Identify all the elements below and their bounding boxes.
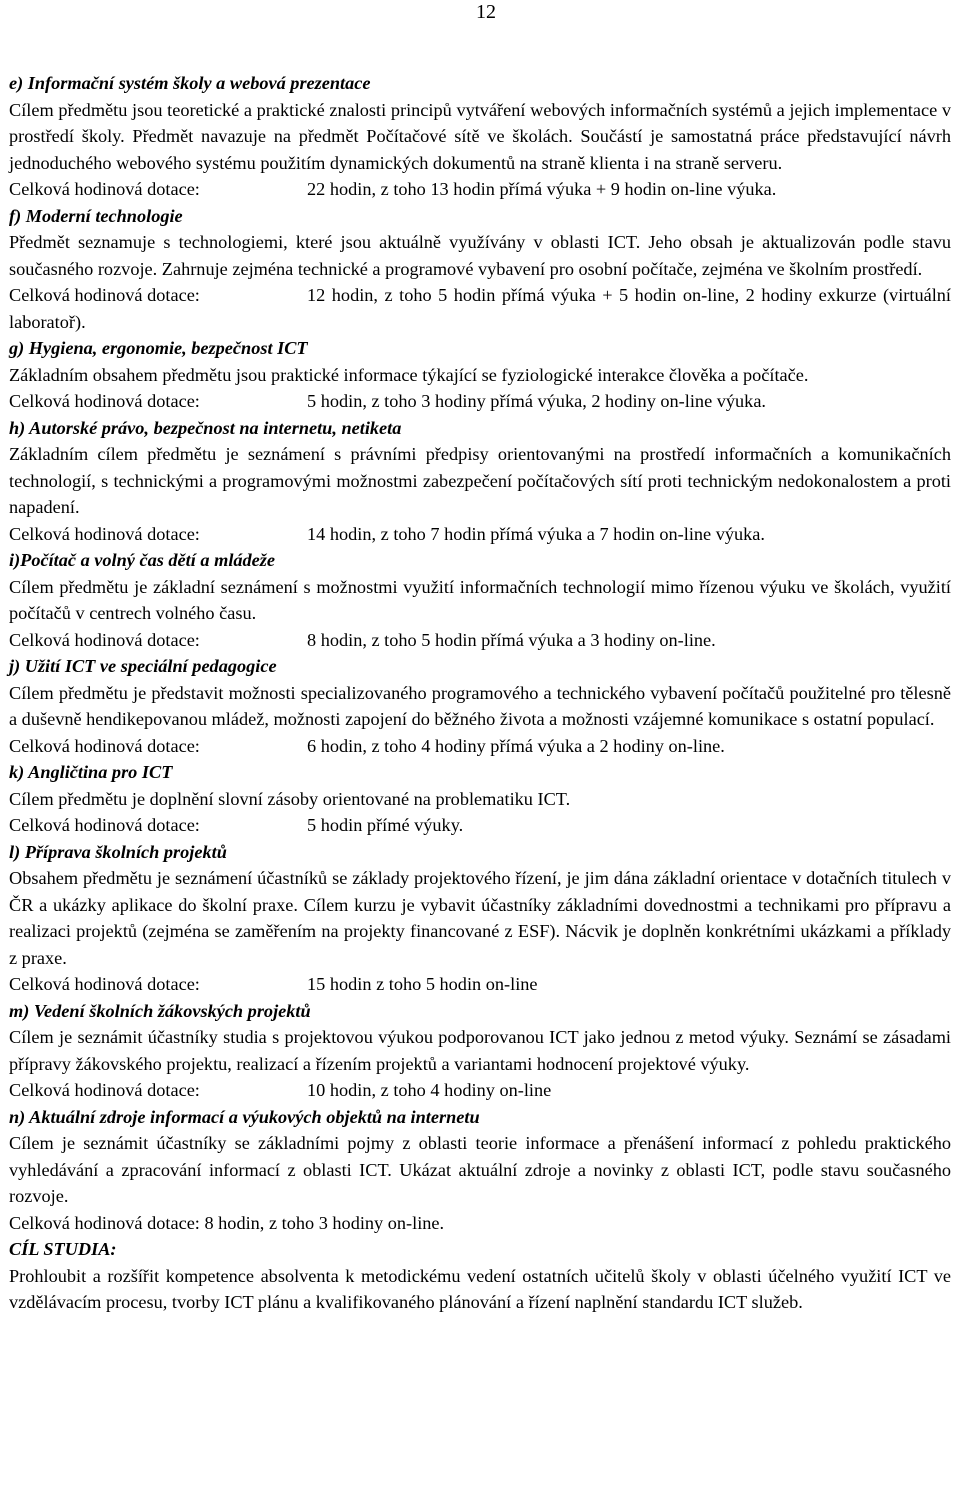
- section-heading: n) Aktuální zdroje informací a výukových objektů na internetu: [9, 1106, 480, 1127]
- section-body: Cílem je seznámit účastníky studia s projektovou výukou podporovanou ICT jako jednou z metod výuky. Seznámí se zásadami přípravy žákovského projektu, realizací a řízením projektů a variantami hodnocení projektové výuky.: [9, 1027, 951, 1074]
- hours-line: [9, 282, 951, 335]
- section-l: [9, 839, 951, 998]
- hours-label: Celková hodinová dotace:: [9, 523, 200, 544]
- section-f: [9, 203, 951, 336]
- section-heading: h) Autorské právo, bezpečnost na internetu, netiketa: [9, 417, 402, 438]
- hours-line: [9, 733, 951, 760]
- hours-label: Celková hodinová dotace:: [9, 1080, 200, 1100]
- hours-label: Celková hodinová dotace:: [9, 285, 200, 305]
- goal-heading: CÍL STUDIA:: [9, 1239, 117, 1259]
- hours-label: Celková hodinová dotace:: [9, 735, 200, 756]
- section-heading: f) Moderní technologie: [9, 205, 183, 226]
- section-body: Obsahem předmětu je seznámení účastníků se základy projektového řízení, je jim dána základní orientace v dotačních titulech v ČR a ukázky aplikace do školní praxe. Cílem kurzu je vybavit účastníky základními dovednostmi a technikami pro přípravu a realizaci projektů (zejména se zaměřením na projekty financované z ESF). Nácvik je doplněn konkrétními ukázkami a příklady z praxe.: [9, 868, 951, 968]
- section-body: Cílem předmětu je představit možnosti specializovaného programového a technického vybavení počítačů použitelné pro tělesně a duševně hendikepovanou mládež, možnosti zapojení do běžného života a možnosti vzájemné komunikace s ostatní populací.: [9, 682, 951, 729]
- hours-value: 5 hodin, z toho 3 hodiny přímá výuka, 2 hodiny on-line výuka.: [307, 391, 767, 411]
- hours-value: 10 hodin, z toho 4 hodiny on-line: [307, 1080, 552, 1100]
- section-body: Základním cílem předmětu je seznámení s právními předpisy orientovanými na prostředí informačních a komunikačních technologií, s technickými a programovými možnostmi zabezpečení počítačových sítí proti technickým nedokonalostem a proti napadení.: [9, 444, 951, 517]
- hours-value: 8 hodin, z toho 5 hodin přímá výuka a 3 hodiny on-line.: [307, 629, 716, 650]
- section-body: Cílem předmětu jsou teoretické a praktické znalosti principů vytváření webových informačních systémů a jejich implementace v prostředí školy. Předmět navazuje na předmět Počítačové sítě ve školách. Součástí je samostatná práce představující návrh jednoduchého webového systému použitím dynamických dokumentů na straně klienta i na straně serveru.: [9, 99, 951, 173]
- hours-line: Celková hodinová dotace: 8 hodin, z toho 3 hodiny on-line.: [9, 1212, 445, 1233]
- section-heading: i)Počítač a volný čas dětí a mládeže: [9, 550, 276, 570]
- section-g: [9, 335, 951, 415]
- goal-body: Prohloubit a rozšířit kompetence absolventa k metodickému vedení ostatních učitelů školy v oblasti účelného využití ICT ve vzdělávacím procesu, tvorby ICT plánu a kvalifikovaného plánování a řízení naplnění standardu ICT služeb.: [9, 1265, 951, 1312]
- section-heading: l) Příprava školních projektů: [9, 841, 227, 862]
- hours-label: Celková hodinová dotace:: [9, 815, 200, 835]
- hours-label: Celková hodinová dotace:: [9, 391, 200, 411]
- section-body: Cílem je seznámit účastníky se základními pojmy z oblasti teorie informace a přenášení informací z pohledu praktického vyhledávání a zpracování informací z oblasti ICT. Ukázat aktuální zdroje a novinky z oblasti ICT, podle stavu současného rozvoje.: [9, 1133, 951, 1206]
- hours-line: [9, 1077, 951, 1104]
- section-heading: j) Užití ICT ve speciální pedagogice: [9, 656, 277, 676]
- hours-value: 14 hodin, z toho 7 hodin přímá výuka a 7 hodin on-line výuka.: [307, 523, 765, 544]
- hours-value: 15 hodin z toho 5 hodin on-line: [307, 974, 538, 994]
- hours-line: [9, 812, 951, 839]
- section-heading: m) Vedení školních žákovských projektů: [9, 1000, 311, 1021]
- section-body: Cílem předmětu je doplnění slovní zásoby orientované na problematiku ICT.: [9, 788, 571, 809]
- hours-line: [9, 388, 951, 415]
- hours-line: [9, 176, 951, 203]
- section-i: [9, 547, 951, 653]
- section-m: [9, 998, 951, 1104]
- document-body: [9, 70, 951, 1316]
- section-h: [9, 415, 951, 548]
- section-body: Cílem předmětu je základní seznámení s možnostmi využití informačních technologií mimo řízenou výuku ve školách, využití počítačů v centrech volného času.: [9, 576, 951, 623]
- hours-line: [9, 627, 951, 654]
- hours-value: 22 hodin, z toho 13 hodin přímá výuka + 9 hodin on-line výuka.: [307, 179, 777, 199]
- section-k: [9, 759, 951, 839]
- hours-value: 5 hodin přímé výuky.: [307, 815, 464, 835]
- section-j: [9, 653, 951, 759]
- section-body: Základním obsahem předmětu jsou praktické informace týkající se fyziologické interakce člověka a počítače.: [9, 364, 809, 385]
- section-body: Předmět seznamuje s technologiemi, které jsou aktuálně využívány v oblasti ICT. Jeho obsah je aktualizován podle stavu současného rozvoje. Zahrnuje zejména technické a programové vybavení pro osobní počítače, zejména ve školním prostředí.: [9, 232, 951, 279]
- section-e: [9, 70, 951, 203]
- section-heading: k) Angličtina pro ICT: [9, 762, 173, 782]
- hours-label: Celková hodinová dotace:: [9, 974, 200, 994]
- section-heading: e) Informační systém školy a webová prezentace: [9, 73, 371, 93]
- study-goal: [9, 1236, 951, 1316]
- hours-line: [9, 971, 951, 998]
- hours-value: 6 hodin, z toho 4 hodiny přímá výuka a 2 hodiny on-line.: [307, 735, 725, 756]
- section-n: [9, 1104, 951, 1237]
- page-number: 12: [476, 1, 496, 23]
- hours-label: Celková hodinová dotace:: [9, 629, 200, 650]
- hours-line: [9, 521, 951, 548]
- hours-label: Celková hodinová dotace:: [9, 179, 200, 199]
- section-heading: g) Hygiena, ergonomie, bezpečnost ICT: [9, 338, 308, 358]
- hours-value: 12 hodin, z toho 5 hodin přímá výuka + 5 hodin on-line, 2 hodiny exkurze (virtuální laboratoř).: [9, 285, 951, 332]
